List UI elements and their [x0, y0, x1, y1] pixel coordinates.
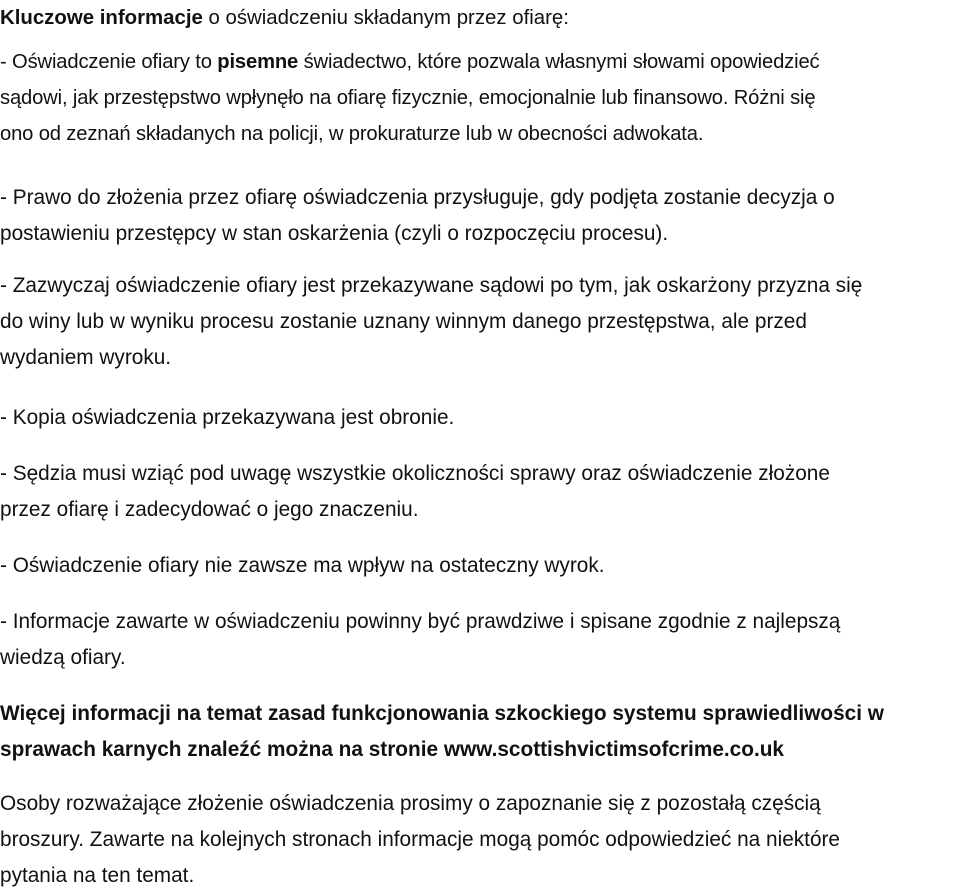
paragraph-impact — [0, 548, 960, 584]
paragraph-line: - Oświadczenie ofiary nie zawsze ma wpływ na ostateczny wyrok. — [0, 554, 605, 577]
paragraph-line: Więcej informacji na temat zasad funkcjonowania szkockiego systemu sprawiedliwości w — [0, 702, 884, 725]
paragraph-line: Osoby rozważające złożenie oświadczenia prosimy o zapoznanie się z pozostałą częścią — [0, 792, 821, 815]
paragraph-copy-to-defence — [0, 400, 960, 436]
paragraph-judge — [0, 456, 960, 528]
paragraph-line: ono od zeznań składanych na policji, w prokuraturze lub w obecności adwokata. — [0, 123, 704, 145]
paragraph-line: - Kopia oświadczenia przekazywana jest obronie. — [0, 406, 455, 429]
paragraph-more-info — [0, 696, 960, 768]
paragraph-line: - Zazwyczaj oświadczenie ofiary jest przekazywane sądowi po tym, jak oskarżony przyzna się — [0, 274, 863, 297]
text-span: świadectwo, które pozwala własnymi słowami opowiedzieć — [298, 51, 820, 73]
emphasis-text: pisemne — [217, 51, 299, 73]
paragraph-line: przez ofiarę i zadecydować o jego znaczeniu. — [0, 498, 419, 521]
paragraph-line: broszury. Zawarte na kolejnych stronach informacje mogą pomóc odpowiedzieć na niektóre — [0, 828, 840, 851]
text-span: - Oświadczenie ofiary to — [0, 51, 218, 73]
paragraph-line: sprawach karnych znaleźć można na stronie www.scottishvictimsofcrime.co.uk — [0, 738, 784, 761]
paragraph-closing — [0, 786, 960, 894]
paragraph-timing — [0, 268, 960, 376]
paragraph-line: - Sędzia musi wziąć pod uwagę wszystkie okoliczności sprawy oraz oświadczenie złożone — [0, 462, 830, 485]
paragraph-line: - Prawo do złożenia przez ofiarę oświadczenia przysługuje, gdy podjęta zostanie decyzja o — [0, 186, 835, 209]
section-heading — [0, 0, 569, 36]
paragraph-line: wydaniem wyroku. — [0, 346, 172, 369]
heading-rest-text: o oświadczeniu składanym przez ofiarę: — [202, 7, 569, 29]
paragraph-right-to-statement — [0, 180, 960, 252]
paragraph-truthfulness — [0, 604, 960, 676]
paragraph-line: - Informacje zawarte w oświadczeniu powinny być prawdziwe i spisane zgodnie z najlepszą — [0, 610, 841, 633]
paragraph-line: postawieniu przestępcy w stan oskarżenia (czyli o rozpoczęciu procesu). — [0, 222, 669, 245]
paragraph-line — [0, 44, 960, 80]
paragraph-line: sądowi, jak przestępstwo wpłynęło na ofiarę fizycznie, emocjonalnie lub finansowo. Różni się — [0, 87, 816, 109]
heading-bold-text: Kluczowe informacje — [0, 7, 203, 29]
paragraph-line: wiedzą ofiary. — [0, 646, 126, 669]
paragraph-line: do winy lub w wyniku procesu zostanie uznany winnym danego przestępstwa, ale przed — [0, 310, 807, 333]
paragraph-written-statement — [0, 44, 960, 152]
paragraph-line: pytania na ten temat. — [0, 864, 195, 887]
